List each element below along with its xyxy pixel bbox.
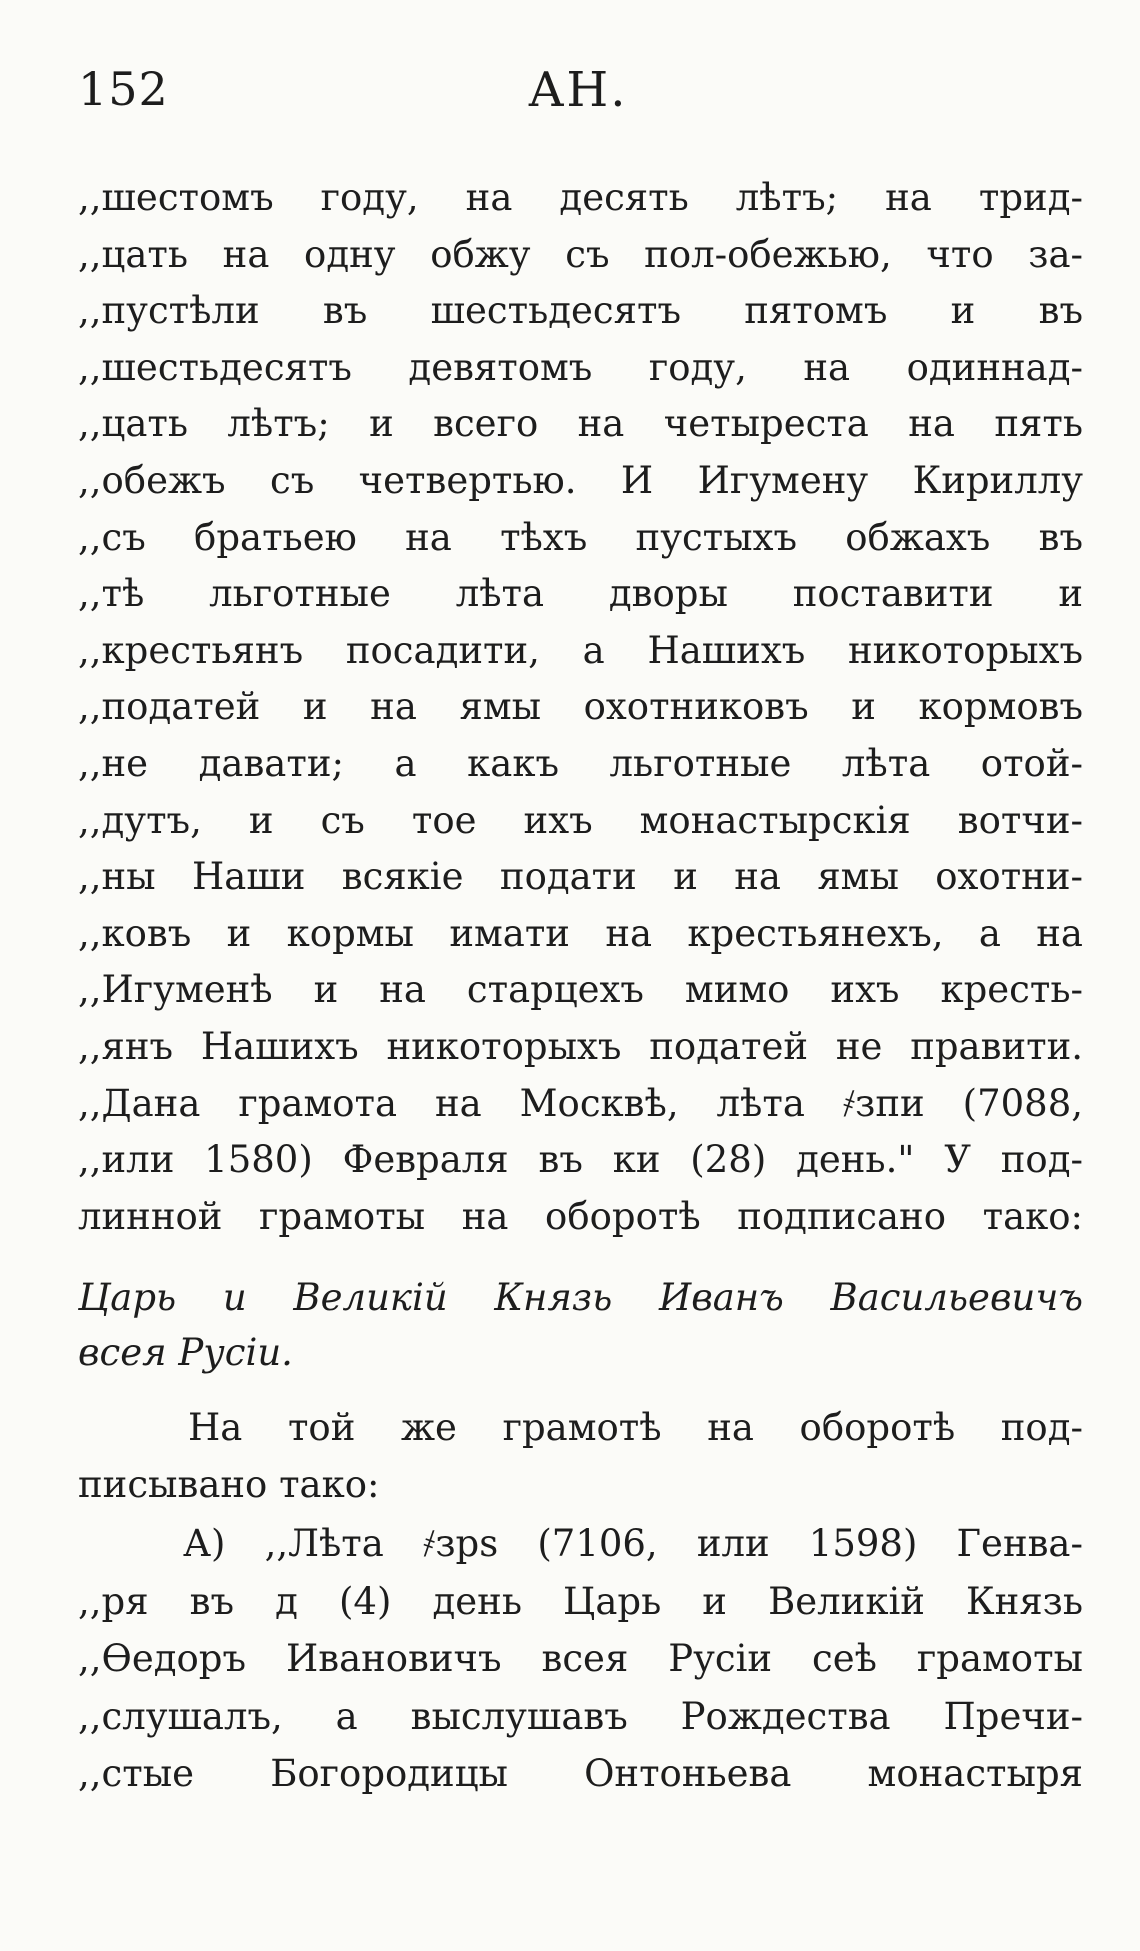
- page-header: [78, 62, 1080, 132]
- text-line: ,,съ братьею на тѣхъ пустыхъ обжахъ въ: [78, 515, 1083, 559]
- text-line: А) ,,Лѣта ҂зрѕ (7106, или 1598) Генва-: [183, 1522, 1083, 1565]
- text-line: ,,шестьдесятъ девятомъ году, на одиннад-: [78, 345, 1083, 389]
- text-line: ,,цать на одну обжу съ пол-обежью, что за-: [78, 232, 1083, 276]
- text-line: ,,обежъ съ четвертью. И Игумену Кириллу: [78, 458, 1083, 502]
- text-line: ,,Ѳедоръ Ивановичъ всея Русіи сеѣ грамоты: [78, 1637, 1083, 1680]
- body-text: [78, 170, 1083, 1245]
- text-line: ,,ковъ и кормы имати на крестьянехъ, а на: [78, 911, 1083, 955]
- text-line: ,,тѣ льготные лѣта дворы поставити и: [78, 572, 1083, 616]
- text-line: ,,крестьянъ посадити, а Нашихъ никоторыхъ: [78, 628, 1083, 672]
- text-line: ,,или 1580) Февраля въ ки (28) день." У под-: [78, 1138, 1083, 1182]
- text-line: линной грамоты на оборотѣ подписано тако:: [78, 1194, 1083, 1238]
- text-line: ,,слушалъ, а выслушавъ Рождества Пречи-: [78, 1694, 1083, 1738]
- signature-line: всея Русіи.: [78, 1331, 293, 1374]
- section-a-paragraph: [78, 1515, 1083, 1803]
- running-head: АН.: [528, 62, 628, 118]
- text-line: ,,Дана грамота на Москвѣ, лѣта ҂зпи (7088,: [78, 1081, 1083, 1125]
- text-line: ,,податей и на ямы охотниковъ и кормовъ: [78, 685, 1083, 729]
- text-line: ,,цать лѣтъ; и всего на четыреста на пять: [78, 402, 1083, 446]
- signature-line: Царь и Великій Князь Иванъ Васильевичъ: [78, 1276, 1083, 1319]
- text-line: На той же грамотѣ на оборотѣ под-: [188, 1406, 1083, 1449]
- signature-block: [78, 1270, 1083, 1380]
- text-line: писывано тако:: [78, 1462, 380, 1506]
- page-number: 152: [78, 62, 169, 116]
- text-line: ,,ны Наши всякіе подати и на ямы охотни-: [78, 855, 1083, 899]
- text-line: ,,шестомъ году, на десять лѣтъ; на трид-: [78, 176, 1083, 219]
- text-line: ,,не давати; а какъ льготные лѣта отой-: [78, 741, 1083, 785]
- text-line: ,,дутъ, и съ тое ихъ монастырскія вотчи-: [78, 798, 1083, 842]
- text-line: ,,Игуменѣ и на старцехъ мимо ихъ кресть-: [78, 968, 1083, 1012]
- note-paragraph: [78, 1400, 1083, 1513]
- text-line: ,,стые Богородицы Онтоньева монастыря: [78, 1752, 1083, 1795]
- text-line: ,,ря въ д (4) день Царь и Великій Князь: [78, 1579, 1083, 1623]
- text-line: ,,пустѣли въ шестьдесятъ пятомъ и въ: [78, 289, 1083, 333]
- text-line: ,,янъ Нашихъ никоторыхъ податей не правити.: [78, 1024, 1083, 1068]
